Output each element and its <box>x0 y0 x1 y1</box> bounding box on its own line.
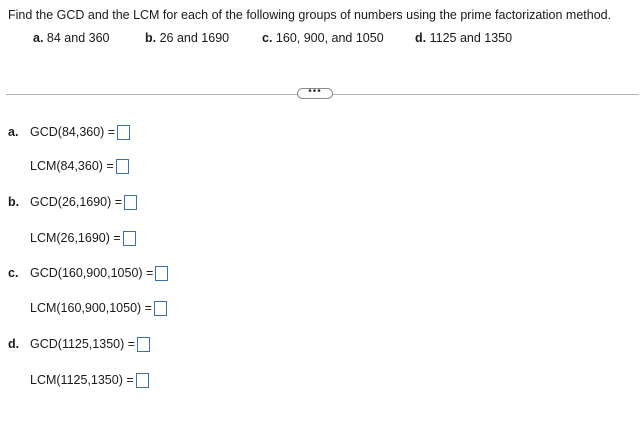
part-b-text: 26 and 1690 <box>159 31 230 45</box>
part-d-letter: d. <box>415 31 427 45</box>
part-d <box>415 31 512 45</box>
answer-row-d-gcd <box>8 335 150 353</box>
part-b <box>145 31 229 45</box>
part-b-letter: b. <box>145 31 157 45</box>
answer-letter-c: c. <box>8 266 19 280</box>
answer-row-b-gcd <box>8 193 137 211</box>
gcd-input-d[interactable] <box>137 337 150 352</box>
answer-row-d-lcm <box>8 371 149 389</box>
part-d-text: 1125 and 1350 <box>429 31 513 45</box>
parts-list <box>0 31 643 47</box>
answer-row-c-gcd <box>8 264 168 282</box>
part-c-letter: c. <box>262 31 273 45</box>
gcd-input-b[interactable] <box>124 195 137 210</box>
gcd-input-a[interactable] <box>117 125 130 140</box>
part-a-text: 84 and 360 <box>46 31 110 45</box>
lcm-label-d: LCM(1125,1350) = <box>30 373 134 387</box>
lcm-input-c[interactable] <box>154 301 167 316</box>
gcd-label-c: GCD(160,900,1050) = <box>30 266 154 280</box>
gcd-label-b: GCD(26,1690) = <box>30 195 123 209</box>
gcd-label-a: GCD(84,360) = <box>30 125 116 139</box>
lcm-label-c: LCM(160,900,1050) = <box>30 301 152 315</box>
lcm-label-a: LCM(84,360) = <box>30 159 114 173</box>
gcd-input-c[interactable] <box>155 266 168 281</box>
lcm-input-b[interactable] <box>123 231 136 246</box>
answer-letter-a: a. <box>8 125 19 139</box>
part-a <box>33 31 109 45</box>
lcm-input-a[interactable] <box>116 159 129 174</box>
part-c <box>262 31 384 45</box>
answer-row-c-lcm <box>8 299 167 317</box>
lcm-input-d[interactable] <box>136 373 149 388</box>
part-c-text: 160, 900, and 1050 <box>275 31 384 45</box>
answer-letter-d: d. <box>8 337 20 351</box>
answer-row-a-gcd <box>8 123 130 141</box>
expand-more-button[interactable] <box>297 88 333 99</box>
lcm-label-b: LCM(26,1690) = <box>30 231 121 245</box>
gcd-label-d: GCD(1125,1350) = <box>30 337 136 351</box>
answer-row-b-lcm <box>8 229 136 247</box>
question-text: Find the GCD and the LCM for each of the following groups of numbers using the prime factorization method. <box>8 8 612 22</box>
answer-letter-b: b. <box>8 195 20 209</box>
part-a-letter: a. <box>33 31 44 45</box>
ellipsis-icon: ••• <box>308 86 322 97</box>
answer-row-a-lcm <box>8 157 129 175</box>
